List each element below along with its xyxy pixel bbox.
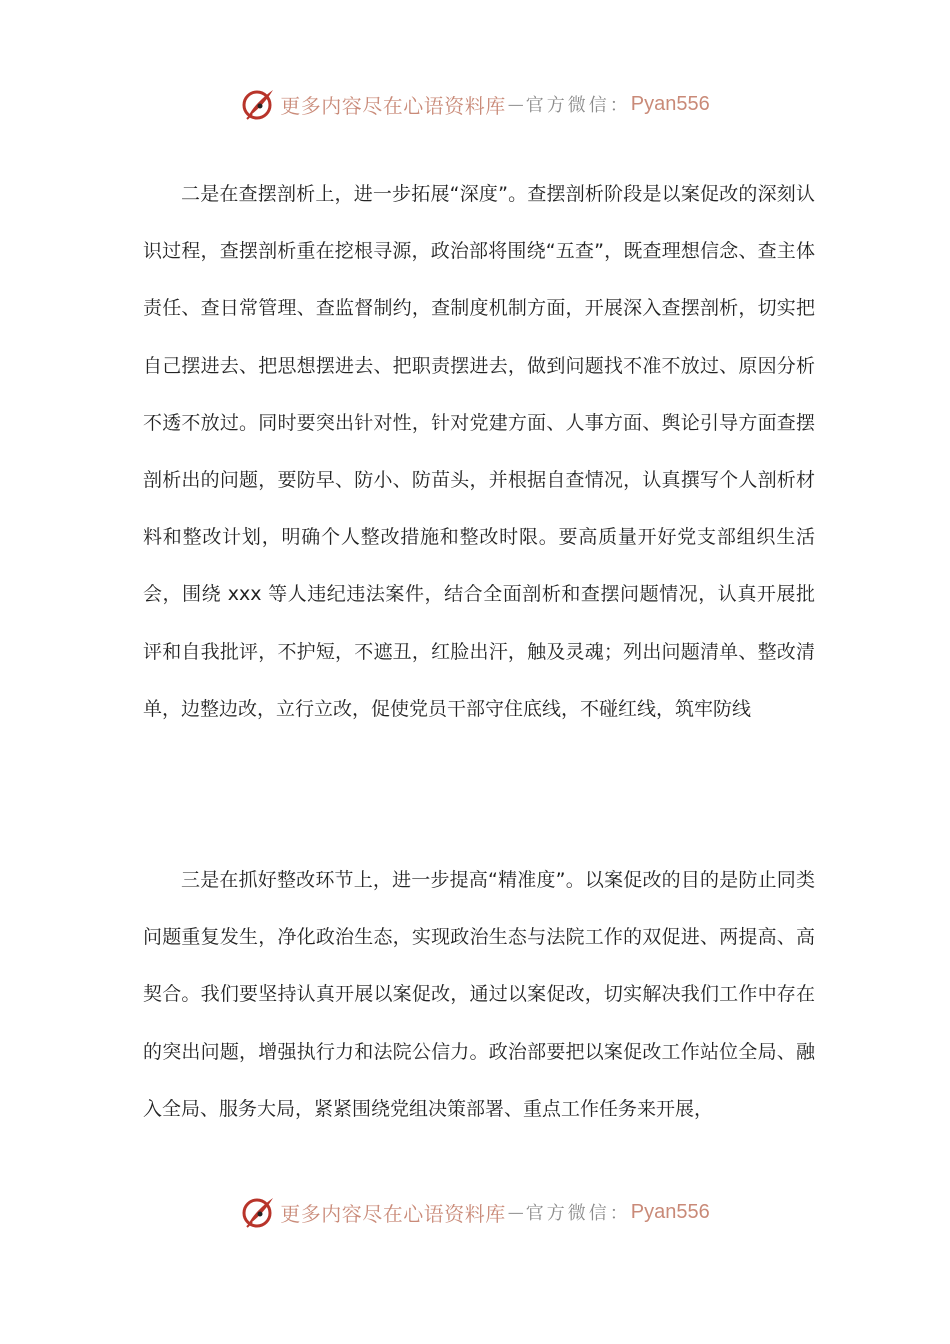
quill-logo-icon xyxy=(240,1194,276,1230)
body-paragraph-2: 三是在抓好整改环节上，进一步提高“精准度”。以案促改的目的是防止同类问题重复发生，净化政治生态，实现政治生态与法院工作的双促进、两提高、高契合。我们要坚持认真开展以案促改，通过以案促改，切实解决我们工作中存在的突出问题，增强执行力和法院公信力。政治部要把以案促改工作站位全局、融入全局、服务大局，紧紧围绕党组决策部署、重点工作任务来开展， xyxy=(143,869,815,1120)
banner-dash: — xyxy=(507,1202,524,1222)
banner-wechat-label: 官方微信： xyxy=(525,95,631,116)
banner-dash: — xyxy=(507,94,524,114)
banner-wechat-id: Pyan556 xyxy=(630,92,710,115)
banner-slogan: 更多内容尽在心语资料库 xyxy=(280,1201,506,1226)
banner-wechat-label: 官方微信： xyxy=(525,1203,631,1224)
quill-logo-icon xyxy=(240,86,276,122)
footer-banner xyxy=(0,1192,950,1232)
header-banner xyxy=(0,84,950,124)
banner-wechat-id: Pyan556 xyxy=(630,1200,710,1223)
banner-slogan: 更多内容尽在心语资料库 xyxy=(280,93,506,118)
body-paragraph-1: 二是在查摆剖析上，进一步拓展“深度”。查摆剖析阶段是以案促改的深刻认识过程，查摆剖析重在挖根寻源，政治部将围绕“五查”，既查理想信念、查主体责任、查日常管理、查监督制约，查制度机制方面，开展深入查摆剖析，切实把自己摆进去、把思想摆进去、把职责摆进去，做到问题找不准不放过、原因分析不透不放过。同时要突出针对性，针对党建方面、人事方面、舆论引导方面查摆剖析出的问题，要防早、防小、防苗头，并根据自查情况，认真撰写个人剖析材料和整改计划，明确个人整改措施和整改时限。要高质量开好党支部组织生活会，围绕 xxx 等人违纪违法案件，结合全面剖析和查摆问题情况，认真开展批评和自我批评，不护短，不遮丑，红脸出汗，触及灵魂；列出问题清单、整改清单，边整边改，立行立改，促使党员干部守住底线，不碰红线，筑牢防线 xyxy=(143,183,815,720)
